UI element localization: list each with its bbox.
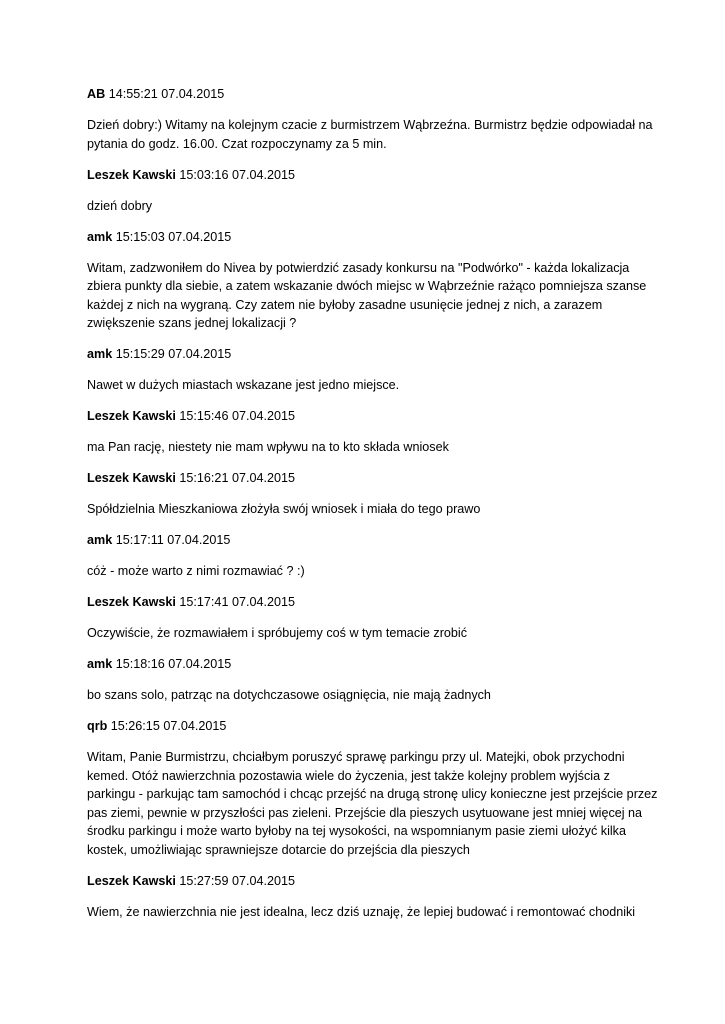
message-text-line: parkingu - parkując tam samochód i chcąc przejść na drugą stronę ulicy konieczne jest przejście przez: [87, 787, 658, 801]
message-text-line: pas ziemi, pewnie w przyszłości pas zieleni. Przejście dla pieszych usytuowane jest mniej więcej na: [87, 805, 643, 820]
message-header: [87, 85, 652, 104]
message-text-line: Spółdzielnia Mieszkaniowa złożyła swój wniosek i miała do tego prawo: [87, 502, 481, 516]
message-text-line: Dzień dobry:) Witamy na kolejnym czacie z burmistrzem Wąbrzeźna. Burmistrz będzie odpowiadał na: [87, 118, 653, 132]
message-body: [87, 259, 652, 333]
message-header: [87, 872, 652, 891]
message-header: [87, 717, 652, 736]
message-author: Leszek Kawski: [87, 595, 176, 609]
message-header: [87, 228, 652, 247]
message-body: [87, 562, 652, 581]
message-timestamp: 15:17:11 07.04.2015: [115, 533, 231, 547]
message-body: [87, 116, 652, 153]
message-body: [87, 438, 652, 457]
message-header: [87, 593, 652, 612]
message-timestamp: 15:18:16 07.04.2015: [115, 657, 232, 671]
message-author: amk: [87, 657, 113, 671]
message-text-line: każdej z nich na wygraną. Czy zatem nie byłoby zasadne usunięcie jednej z nich, a zarazem: [87, 297, 603, 312]
message-header: [87, 407, 652, 426]
message-author: amk: [87, 347, 113, 361]
message-author: Leszek Kawski: [87, 873, 176, 888]
message-author: Leszek Kawski: [87, 167, 176, 182]
message-timestamp: 15:17:41 07.04.2015: [179, 595, 295, 609]
message-timestamp: 15:15:03 07.04.2015: [115, 229, 232, 244]
message-body: [87, 376, 652, 395]
message-timestamp: 15:27:59 07.04.2015: [179, 873, 295, 888]
message-text-line: pytania do godz. 16.00. Czat rozpoczynamy za 5 min.: [87, 136, 387, 151]
message-timestamp: 15:15:29 07.04.2015: [115, 347, 232, 361]
message-text-line: dzień dobry: [87, 198, 153, 213]
message-author: amk: [87, 229, 113, 244]
chat-transcript: [87, 85, 658, 934]
message-author: qrb: [87, 719, 108, 733]
message-header: [87, 166, 652, 185]
message-text-line: bo szans solo, patrząc na dotychczasowe osiągnięcia, nie mają żadnych: [87, 688, 491, 702]
message-author: Leszek Kawski: [87, 471, 176, 485]
message-timestamp: 14:55:21 07.04.2015: [108, 87, 225, 101]
message-body: [87, 686, 652, 705]
message-body: [87, 624, 652, 643]
message-author: AB: [87, 87, 106, 101]
message-text-line: cóż - może warto z nimi rozmawiać ? :): [87, 564, 305, 578]
message-author: Leszek Kawski: [87, 409, 176, 423]
message-header: [87, 655, 652, 674]
message-text-line: Oczywiście, że rozmawiałem i spróbujemy coś w tym temacie zrobić: [87, 626, 468, 640]
message-timestamp: 15:16:21 07.04.2015: [179, 471, 295, 485]
message-text-line: kostek, umożliwiając sprawniejsze dotarcie do przejścia dla pieszych: [87, 842, 470, 857]
message-text-line: zwiększenie szans jednej lokalizacji ?: [87, 316, 297, 330]
message-body: [87, 500, 652, 519]
message-text-line: zbiera punkty dla siebie, a zatem wskazanie dwóch miejsc w Wąbrzeźnie rażąco pomniejsza szanse: [87, 279, 647, 293]
message-body: [87, 903, 652, 922]
message-text-line: środku parkingu i może warto byłoby na tej wysokości, na wspomnianym pasie ziemi ułożyć kilka: [87, 824, 626, 838]
message-header: [87, 531, 652, 550]
message-text-line: Wiem, że nawierzchnia nie jest idealna, lecz dziś uznaję, że lepiej budować i remontować chodniki: [87, 904, 636, 919]
message-timestamp: 15:03:16 07.04.2015: [179, 167, 295, 182]
message-body: [87, 197, 652, 216]
message-author: amk: [87, 533, 113, 547]
message-body: [87, 748, 658, 859]
message-header: [87, 469, 652, 488]
message-text-line: kemed. Otóż nawierzchnia pozostawia wiele do życzenia, jest także kolejny problem wyjścia z: [87, 768, 610, 783]
message-text-line: Nawet w dużych miastach wskazane jest jedno miejsce.: [87, 378, 400, 392]
message-text-line: Witam, zadzwoniłem do Nivea by potwierdzić zasady konkursu na "Podwórko" - każda lokalizacja: [87, 260, 630, 275]
message-timestamp: 15:15:46 07.04.2015: [179, 409, 295, 423]
message-timestamp: 15:26:15 07.04.2015: [110, 719, 227, 733]
message-text-line: ma Pan rację, niestety nie mam wpływu na to kto składa wniosek: [87, 440, 449, 454]
message-text-line: Witam, Panie Burmistrzu, chciałbym poruszyć sprawę parkingu przy ul. Matejki, obok przychodni: [87, 750, 625, 764]
message-header: [87, 345, 652, 364]
